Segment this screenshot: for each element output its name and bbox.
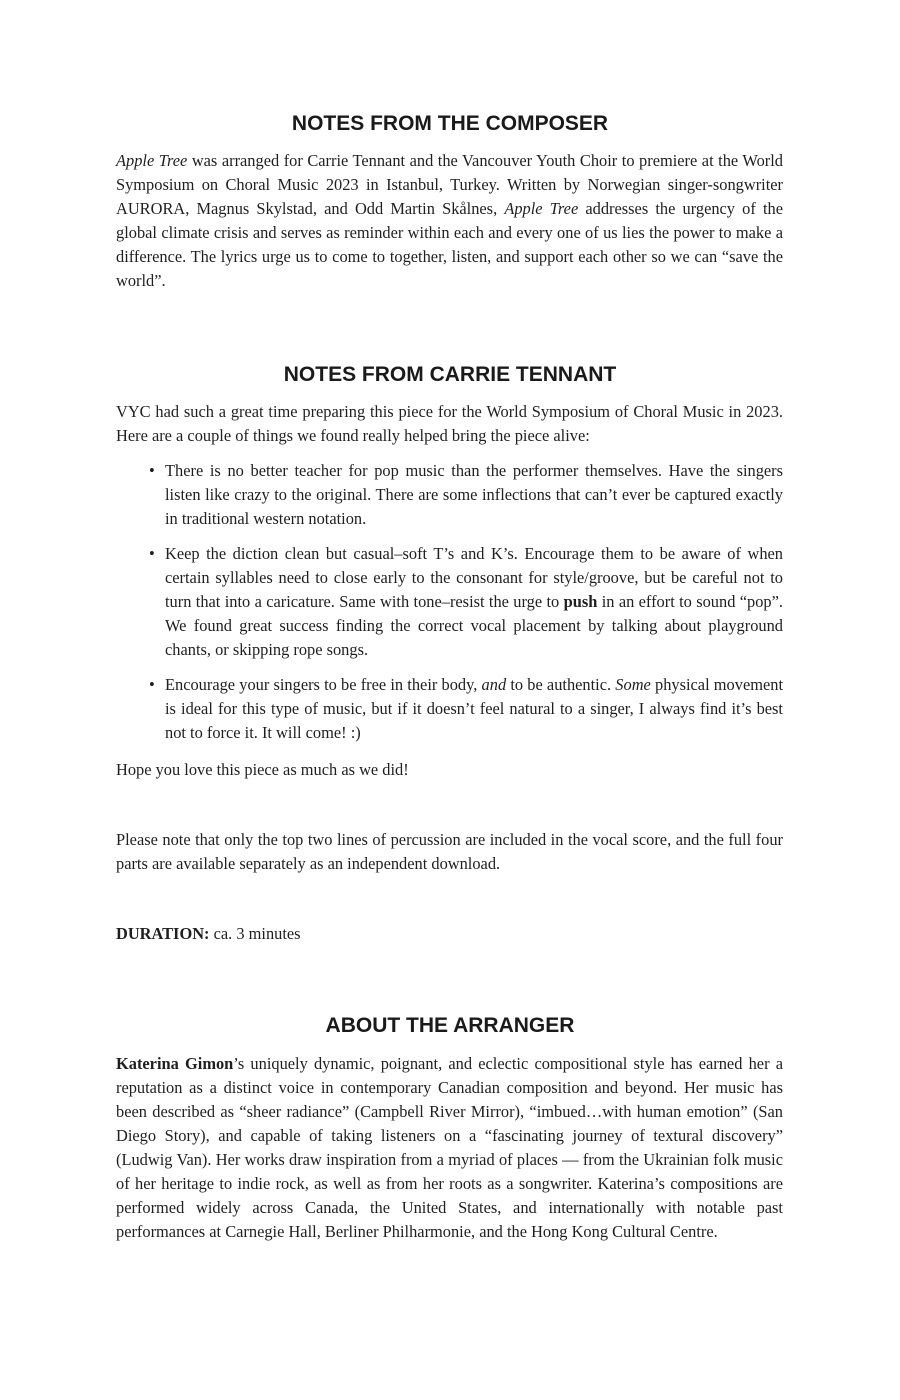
tennant-tips-list	[116, 459, 783, 756]
duration-line	[116, 922, 783, 946]
duration-label: DURATION:	[116, 924, 210, 943]
composer-notes-paragraph: Apple Tree was arranged for Carrie Tennant and the Vancouver Youth Choir to premiere at the World Symposium on Choral Music 2023 in Istanbul, Turkey. Written by Norwegian singer-songwriter AURORA, Magnus Skylstad, and Odd Martin Skålnes, Apple Tree addresses the urgency of the global climate crisis and serves as reminder within each and every one of us lies the power to make a difference. The lyrics urge us to come to together, listen, and support each other so we can “save the world”.	[116, 151, 783, 290]
composer-notes-heading: NOTES FROM THE COMPOSER	[291, 112, 609, 135]
percussion-note: Please note that only the top two lines of percussion are included in the vocal score, and the full four parts are available separately as an independent download.	[116, 830, 783, 873]
piece-title: Apple Tree	[116, 151, 188, 170]
duration-value: ca. 3 minutes	[209, 924, 301, 943]
arranger-heading: ABOUT THE ARRANGER	[325, 1014, 575, 1037]
tip-listen-original: • There is no better teacher for pop music than the performer themselves. Have the singers listen like crazy to the original. There are some inflections that can’t ever be captured exactly in traditional western notation.	[116, 459, 783, 531]
piece-title: Apple Tree	[504, 199, 579, 218]
tennant-intro-paragraph: VYC had such a great time preparing this piece for the World Symposium of Choral Music in 2023. Here are a couple of things we found really helped bring the piece alive:	[116, 402, 783, 445]
tip-movement: • Encourage your singers to be free in their body, and to be authentic. Some physical movement is ideal for this type of music, but if it doesn’t feel natural to a singer, I always find it’s best not to force it. It will come! :)	[116, 673, 783, 745]
tennant-closing-line: Hope you love this piece as much as we did!	[116, 760, 409, 779]
arranger-bio: Katerina Gimon’s uniquely dynamic, poignant, and eclectic compositional style has earned her a reputation as a distinct voice in contemporary Canadian composition and beyond. Her music has been described as “sheer radiance” (Campbell River Mirror), “imbued…with human emotion” (San Diego Story), and capable of taking listeners on a “fascinating journey of textural discovery” (Ludwig Van). Her works draw inspiration from a myriad of places — from the Ukrainian folk music of her heritage to indie rock, as well as from her roots as a songwriter. Katerina’s compositions are performed widely across Canada, the United States, and internationally with notable past performances at Carnegie Hall, Berliner Philharmonie, and the Hong Kong Cultural Centre.	[116, 1054, 783, 1241]
tennant-notes-heading: NOTES FROM CARRIE TENNANT	[283, 363, 617, 386]
arranger-name: Katerina Gimon	[116, 1054, 234, 1073]
tip-diction: • Keep the diction clean but casual–soft T’s and K’s. Encourage them to be aware of when certain syllables need to close early to the consonant for style/groove, but be careful not to turn that into a caricature. Same with tone–resist the urge to push in an effort to sound “pop”. We found great success finding the correct vocal placement by talking about playground chants, or skipping rope songs.	[116, 542, 783, 662]
